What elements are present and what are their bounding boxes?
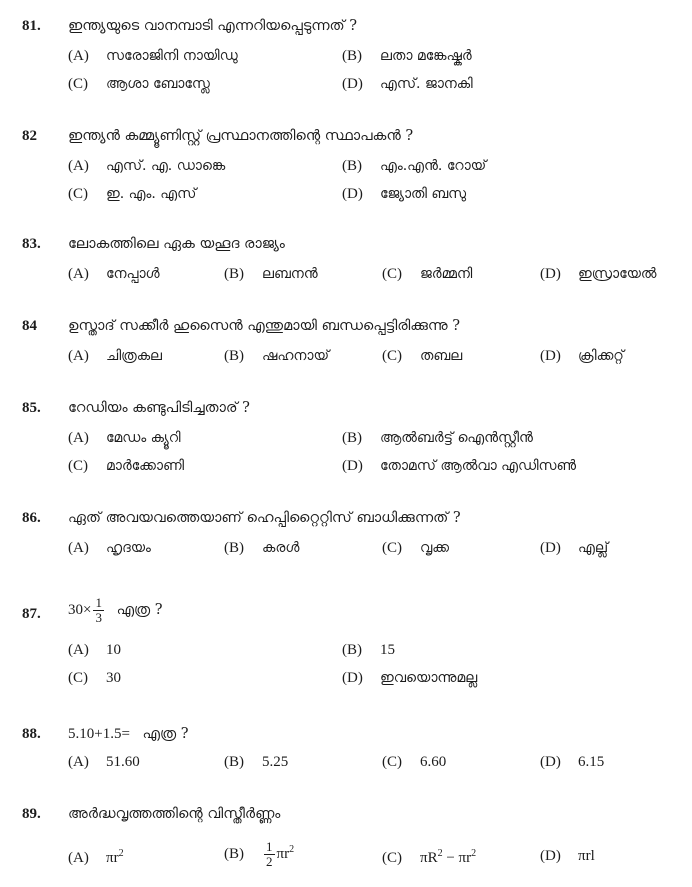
- option-d[interactable]: [540, 348, 624, 365]
- option-label: (D): [342, 186, 363, 202]
- option-text: 51.60: [106, 754, 140, 770]
- option-label: (B): [224, 754, 244, 770]
- option-d[interactable]: [342, 186, 466, 203]
- option-label: (A): [68, 642, 89, 658]
- fraction-half: [264, 840, 275, 868]
- option-text: കരൾ: [262, 540, 300, 556]
- option-text: ക്രിക്കറ്റ്: [578, 348, 624, 364]
- option-b[interactable]: [342, 48, 472, 65]
- option-label: (C): [382, 266, 402, 282]
- option-text: തബല: [420, 348, 463, 364]
- question-expression: [68, 596, 163, 624]
- option-label: (A): [68, 850, 89, 866]
- question-text: ഉസ്താദ് സക്കീർ ഹുസൈൻ എന്തുമായി ബന്ധപ്പെട്ടിരിക്കുന്നു ?: [68, 318, 461, 334]
- option-label: (C): [68, 186, 88, 202]
- option-text: മാർക്കോണി: [106, 458, 185, 474]
- option-b[interactable]: [224, 266, 318, 283]
- option-b[interactable]: [224, 348, 329, 365]
- option-text: എം.എൻ. റോയ്: [380, 158, 487, 174]
- option-label: (A): [68, 754, 89, 770]
- option-c[interactable]: [382, 848, 476, 867]
- question-number: 84: [22, 318, 37, 334]
- question-number: 89.: [22, 806, 41, 822]
- option-text: ഇവയൊന്നുമല്ല: [380, 670, 478, 686]
- option-b[interactable]: [342, 642, 395, 659]
- option-c[interactable]: [68, 186, 196, 203]
- option-text: തോമസ് ആൽവാ എഡിസൺ: [380, 458, 577, 474]
- option-c[interactable]: [382, 348, 462, 365]
- option-c[interactable]: [68, 76, 210, 93]
- option-a[interactable]: [68, 430, 180, 447]
- option-label: (D): [342, 458, 363, 474]
- option-c[interactable]: [68, 670, 121, 687]
- option-d[interactable]: [342, 458, 576, 475]
- fraction-numerator: 1: [95, 595, 102, 610]
- option-text: ചിത്രകല: [106, 348, 163, 364]
- option-d[interactable]: [540, 266, 656, 283]
- option-label: (A): [68, 540, 89, 556]
- option-label: (D): [540, 266, 561, 282]
- option-text: ഹൃദയം: [106, 540, 151, 556]
- question-text: ഏത് അവയവത്തെയാണ് ഹെപ്പിറ്റൈറ്റിസ് ബാധിക്കുന്നത് ?: [68, 510, 461, 526]
- option-d[interactable]: [540, 848, 595, 865]
- option-d[interactable]: [540, 754, 604, 771]
- option-label: (C): [68, 670, 88, 686]
- option-label: (B): [224, 846, 244, 863]
- option-label: (D): [540, 348, 561, 364]
- fraction-numerator: 1: [266, 839, 273, 854]
- option-text: വൃക്ക: [420, 540, 450, 556]
- option-text: ഇസ്രായേൽ: [578, 266, 657, 282]
- option-text: സരോജിനി നായിഡു: [106, 48, 238, 64]
- option-text: ലതാ മങ്കേഷ്കർ: [380, 48, 472, 64]
- option-formula-difference: $\pi R^2 - \pi r^2$: [420, 848, 477, 866]
- fraction-denominator: 2: [266, 853, 273, 869]
- option-label: (A): [68, 158, 89, 174]
- option-text: ജ്യോതി ബസു: [380, 186, 467, 202]
- option-a[interactable]: [68, 642, 121, 659]
- option-label: (C): [382, 754, 402, 770]
- expression-whole: 30×: [68, 602, 92, 619]
- question-text: അർദ്ധവൃത്തത്തിന്റെ വിസ്തീർണ്ണം: [68, 806, 281, 822]
- question-number: 88.: [22, 726, 41, 742]
- option-label: (A): [68, 430, 89, 446]
- question-text: എത്ര ?: [142, 726, 189, 742]
- question-number: 86.: [22, 510, 41, 526]
- option-label: (A): [68, 348, 89, 364]
- option-label: (A): [68, 48, 89, 64]
- option-text: നേപ്പാൾ: [106, 266, 160, 282]
- option-text: 6.60: [420, 754, 447, 770]
- option-a[interactable]: [68, 848, 124, 867]
- option-c[interactable]: [382, 540, 449, 557]
- question-number: 85.: [22, 400, 41, 416]
- question-number: 82: [22, 128, 37, 144]
- fraction: [93, 596, 104, 624]
- option-text: എല്ല്: [578, 540, 609, 556]
- option-label: (B): [224, 540, 244, 556]
- option-text: ആശാ ബോസ്ലേ: [106, 76, 210, 92]
- option-label: (C): [68, 76, 88, 92]
- option-c[interactable]: [68, 458, 184, 475]
- option-label: (D): [342, 76, 363, 92]
- option-label: (D): [342, 670, 363, 686]
- option-label: (B): [342, 48, 362, 64]
- option-a[interactable]: [68, 48, 238, 65]
- question-text: ഇന്ത്യയുടെ വാനമ്പാടി എന്നറിയപ്പെടുന്നത് ?: [68, 18, 358, 34]
- option-label: (B): [342, 642, 362, 658]
- option-d[interactable]: [342, 76, 473, 93]
- option-text: മേഡം ക്യൂറി: [106, 430, 181, 446]
- option-label: (D): [540, 540, 561, 556]
- option-label: (B): [342, 158, 362, 174]
- option-formula-pi-r-squared: $\pi r^2$: [276, 844, 295, 863]
- option-b[interactable]: [342, 430, 533, 447]
- option-label: (C): [382, 540, 402, 556]
- option-b[interactable]: [224, 840, 294, 868]
- option-label: (C): [382, 850, 402, 866]
- option-a[interactable]: [68, 158, 225, 175]
- option-label: (B): [224, 266, 244, 282]
- question-number: 87.: [22, 606, 41, 622]
- option-c[interactable]: [382, 754, 446, 771]
- option-text: ആൽബർട്ട് ഐൻസ്റ്റീൻ: [380, 430, 533, 446]
- option-label: (B): [224, 348, 244, 364]
- option-text: എസ്. എ. ഡാങ്കെ: [106, 158, 226, 174]
- option-text: ഷഹനായ്: [262, 348, 330, 364]
- option-text: 6.15: [578, 754, 605, 770]
- question-number: 81.: [22, 18, 41, 34]
- question-number: 83.: [22, 236, 41, 252]
- option-a[interactable]: [68, 754, 140, 771]
- option-a[interactable]: [68, 266, 160, 283]
- option-text: 10: [106, 642, 121, 658]
- option-label: (D): [540, 848, 561, 864]
- option-text: πrl: [578, 848, 595, 864]
- option-label: (A): [68, 266, 89, 282]
- question-text: എത്ര ?: [116, 602, 163, 619]
- expression: 5.10+1.5=: [68, 726, 130, 742]
- option-text: 5.25: [262, 754, 289, 770]
- option-a[interactable]: [68, 348, 162, 365]
- option-b[interactable]: [224, 540, 299, 557]
- option-text: 30: [106, 670, 121, 686]
- option-formula-pi-r-squared: $\pi r^2$: [106, 848, 124, 866]
- option-text: എസ്. ജാനകി: [380, 76, 473, 92]
- option-d[interactable]: [342, 670, 477, 687]
- option-text: ലബനൻ: [262, 266, 318, 282]
- option-text: 15: [380, 642, 395, 658]
- question-text: ലോകത്തിലെ ഏക യഹൂദ രാജ്യം: [68, 236, 285, 252]
- question-text: ഇന്ത്യൻ കമ്മ്യൂണിസ്റ്റ് പ്രസ്ഥാനത്തിന്റെ സ്ഥാപകൻ ?: [68, 128, 414, 144]
- option-text: ഇ. എം. എസ്: [106, 186, 197, 202]
- option-label: (B): [342, 430, 362, 446]
- option-label: (C): [382, 348, 402, 364]
- option-a[interactable]: [68, 540, 151, 557]
- option-label: (D): [540, 754, 561, 770]
- option-b[interactable]: [224, 754, 288, 771]
- question-expression: [68, 726, 188, 743]
- option-c[interactable]: [382, 266, 472, 283]
- option-d[interactable]: [540, 540, 608, 557]
- option-label: (C): [68, 458, 88, 474]
- fraction-denominator: 3: [95, 609, 102, 625]
- option-text: ജർമ്മനി: [420, 266, 473, 282]
- option-b[interactable]: [342, 158, 486, 175]
- question-text: റേഡിയം കണ്ടുപിടിച്ചതാര് ?: [68, 400, 250, 416]
